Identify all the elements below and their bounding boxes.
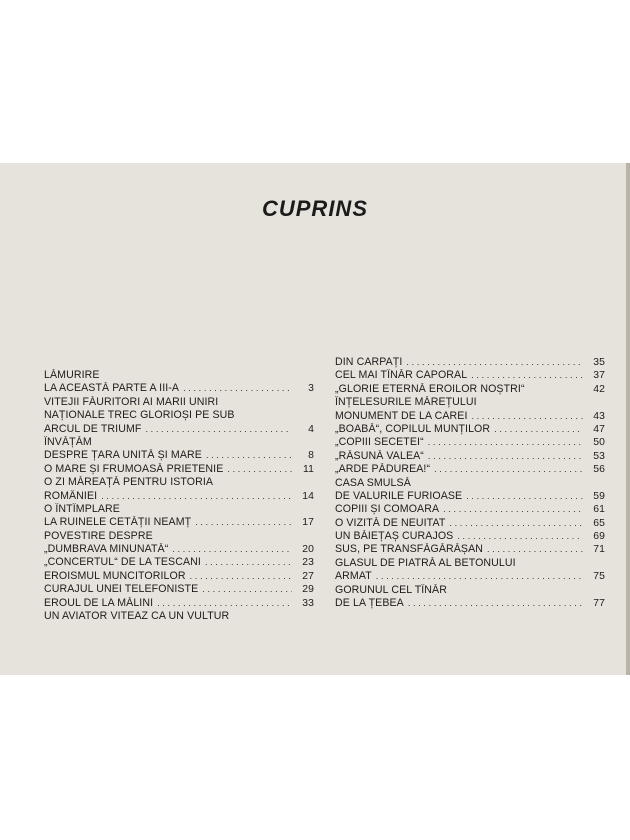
toc-entry bbox=[335, 396, 605, 409]
toc-entry bbox=[44, 570, 314, 583]
toc-page-number: 77 bbox=[593, 598, 605, 610]
toc-entry bbox=[44, 382, 314, 395]
toc-entry bbox=[44, 369, 314, 382]
toc-page-number: 71 bbox=[593, 544, 605, 556]
toc-page-number: 33 bbox=[302, 597, 314, 609]
toc-entry bbox=[44, 436, 314, 449]
toc-entry-title: ÎNVĂȚĂM bbox=[44, 435, 92, 448]
toc-entry-title: CEL MAI TÎNĂR CAPORAL bbox=[335, 369, 468, 382]
toc-page-number: 14 bbox=[302, 490, 314, 502]
toc-entry-title: MONUMENT DE LA CAREI bbox=[335, 409, 468, 422]
toc-entry-title: SUS, PE TRANSFĂGĂRĂȘAN bbox=[335, 543, 483, 556]
toc-entry-title: DE LA ȚEBEA bbox=[335, 597, 404, 610]
toc-page-number: 42 bbox=[593, 383, 605, 395]
toc-leader-dots bbox=[101, 490, 292, 503]
toc-leader-dots bbox=[457, 530, 583, 543]
toc-entry bbox=[335, 490, 605, 503]
toc-leader-dots bbox=[145, 423, 292, 436]
toc-leader-dots bbox=[443, 503, 583, 516]
toc-entry bbox=[44, 530, 314, 543]
toc-leader-dots bbox=[202, 583, 292, 596]
toc-entry bbox=[335, 584, 605, 597]
toc-entry-title: „RĂSUNĂ VALEA“ bbox=[335, 449, 424, 462]
toc-entry-title: UN AVIATOR VITEAZ CA UN VULTUR bbox=[44, 610, 230, 623]
toc-entry bbox=[44, 583, 314, 596]
toc-entry bbox=[335, 503, 605, 516]
toc-entry bbox=[44, 490, 314, 503]
toc-leader-dots bbox=[434, 463, 583, 476]
toc-entry bbox=[44, 503, 314, 516]
toc-leader-dots bbox=[428, 436, 583, 449]
toc-entry bbox=[44, 409, 314, 422]
toc-entry-title: DE VALURILE FURIOASE bbox=[335, 489, 463, 502]
toc-entry-title: LA RUINELE CETĂȚII NEAMȚ bbox=[44, 516, 192, 529]
toc-entry bbox=[335, 410, 605, 423]
toc-entry-title: „DUMBRAVA MINUNATĂ“ bbox=[44, 543, 169, 556]
toc-entry bbox=[44, 610, 314, 623]
toc-leader-dots bbox=[183, 382, 292, 395]
toc-entry bbox=[335, 570, 605, 583]
toc-leader-dots bbox=[195, 516, 292, 529]
toc-page-number: 47 bbox=[593, 423, 605, 435]
toc-entry-title: DIN CARPAȚI bbox=[335, 356, 403, 368]
toc-leader-dots bbox=[428, 450, 583, 463]
toc-page-number: 11 bbox=[303, 463, 314, 475]
toc-entry bbox=[335, 530, 605, 543]
toc-entry-title: DESPRE ȚARA UNITĂ ȘI MARE bbox=[44, 449, 202, 462]
toc-page-number: 50 bbox=[593, 437, 605, 449]
toc-page-number: 23 bbox=[302, 557, 314, 569]
toc-page-number: 27 bbox=[302, 570, 314, 582]
toc-entry bbox=[335, 369, 605, 382]
toc-page-number: 20 bbox=[302, 544, 314, 556]
toc-page-number: 29 bbox=[302, 584, 314, 596]
toc-entry-title: EROUL DE LA MĂLINI bbox=[44, 596, 154, 609]
toc-page-number: 75 bbox=[593, 571, 605, 583]
toc-page-number: 59 bbox=[593, 490, 605, 502]
toc-entry-title: ÎNȚELESURILE MĂREȚULUI bbox=[335, 396, 477, 409]
toc-page-number: 69 bbox=[593, 531, 605, 543]
toc-page-number: 8 bbox=[308, 450, 314, 462]
toc-left-column bbox=[44, 369, 314, 623]
toc-page-number: 17 bbox=[302, 517, 314, 529]
toc-page-number: 65 bbox=[593, 517, 605, 529]
toc-entry-title: O MARE ȘI FRUMOASĂ PRIETENIE bbox=[44, 462, 224, 475]
toc-entry bbox=[335, 436, 605, 449]
toc-entry-title: O ZI MĂREAȚĂ PENTRU ISTORIA bbox=[44, 476, 214, 489]
toc-leader-dots bbox=[471, 369, 583, 382]
toc-entry-title: „GLORIE ETERNĂ EROILOR NOȘTRI“ bbox=[335, 382, 525, 395]
toc-entry-title: „COPIII SECETEI“ bbox=[335, 436, 424, 449]
page-edge bbox=[626, 163, 630, 675]
toc-entry-title: NAȚIONALE TREC GLORIOȘI PE SUB bbox=[44, 409, 235, 422]
toc-page-number: 43 bbox=[593, 410, 605, 422]
toc-entry-title: CURAJUL UNEI TELEFONISTE bbox=[44, 583, 199, 596]
toc-entry bbox=[44, 449, 314, 462]
toc-entry-title: ROMÂNIEI bbox=[44, 489, 98, 502]
toc-entry bbox=[44, 396, 314, 409]
toc-entry-title: ARMAT bbox=[335, 570, 372, 583]
toc-leader-dots bbox=[408, 597, 583, 610]
book-page bbox=[0, 163, 630, 675]
toc-entry bbox=[44, 556, 314, 569]
page-title: CUPRINS bbox=[261, 196, 368, 221]
toc-page-number: 4 bbox=[308, 423, 314, 435]
toc-entry-title: GORUNUL CEL TÎNĂR bbox=[335, 583, 447, 596]
toc-entry bbox=[335, 557, 605, 570]
toc-entry-title: O VIZITĂ DE NEUITAT bbox=[335, 516, 446, 529]
toc-right-column bbox=[335, 356, 605, 610]
toc-entry-title: POVESTIRE DESPRE bbox=[44, 529, 153, 542]
toc-entry bbox=[44, 476, 314, 489]
toc-leader-dots bbox=[487, 543, 583, 556]
toc-entry bbox=[44, 543, 314, 556]
toc-entry-title: VITEJII FĂURITORI AI MARII UNIRI bbox=[44, 395, 219, 408]
toc-entry-title: GLASUL DE PIATRĂ AL BETONULUI bbox=[335, 556, 516, 569]
toc-entry bbox=[335, 543, 605, 556]
toc-entry bbox=[44, 423, 314, 436]
toc-entry bbox=[335, 423, 605, 436]
toc-entry bbox=[335, 356, 605, 369]
toc-entry bbox=[335, 517, 605, 530]
toc-leader-dots bbox=[406, 356, 583, 369]
toc-entry bbox=[335, 597, 605, 610]
toc-leader-dots bbox=[376, 570, 583, 583]
toc-entry bbox=[44, 463, 314, 476]
toc-entry-title: UN BĂIEȚAȘ CURAJOS bbox=[335, 530, 454, 543]
toc-entry-title: COPIII ȘI COMOARA bbox=[335, 503, 440, 516]
toc-page-number: 35 bbox=[593, 357, 605, 368]
toc-leader-dots bbox=[449, 517, 583, 530]
toc-entry-title: EROISMUL MUNCITORILOR bbox=[44, 569, 186, 582]
toc-leader-dots bbox=[466, 490, 583, 503]
toc-entry-title: O ÎNTÎMPLARE bbox=[44, 502, 120, 515]
toc-entry bbox=[335, 450, 605, 463]
toc-page-number: 3 bbox=[308, 383, 314, 395]
toc-entry bbox=[44, 597, 314, 610]
toc-entry bbox=[44, 516, 314, 529]
toc-entry-title: LĂMURIRE bbox=[44, 369, 100, 381]
toc-entry bbox=[335, 477, 605, 490]
toc-entry-title: „BOABĂ“, COPILUL MUNȚILOR bbox=[335, 422, 491, 435]
toc-leader-dots bbox=[172, 543, 292, 556]
toc-entry bbox=[335, 383, 605, 396]
toc-entry-title: ARCUL DE TRIUMF bbox=[44, 422, 142, 435]
toc-entry-title: „CONCERTUL“ DE LA TESCANI bbox=[44, 556, 201, 569]
toc-entry bbox=[335, 463, 605, 476]
toc-leader-dots bbox=[227, 463, 292, 476]
toc-page-number: 61 bbox=[593, 504, 605, 516]
toc-entry-title: LA ACEASTĂ PARTE A III-A bbox=[44, 382, 180, 395]
toc-page-number: 37 bbox=[593, 370, 605, 382]
toc-leader-dots bbox=[205, 556, 292, 569]
toc-leader-dots bbox=[471, 410, 583, 423]
toc-entry-title: CASA SMULSĂ bbox=[335, 476, 411, 489]
toc-entry-title: „ARDE PĂDUREA!“ bbox=[335, 463, 431, 476]
toc-page-number: 53 bbox=[593, 450, 605, 462]
toc-page-number: 56 bbox=[593, 464, 605, 476]
toc-leader-dots bbox=[206, 449, 292, 462]
toc-leader-dots bbox=[494, 423, 583, 436]
toc-leader-dots bbox=[157, 597, 292, 610]
toc-leader-dots bbox=[190, 570, 292, 583]
